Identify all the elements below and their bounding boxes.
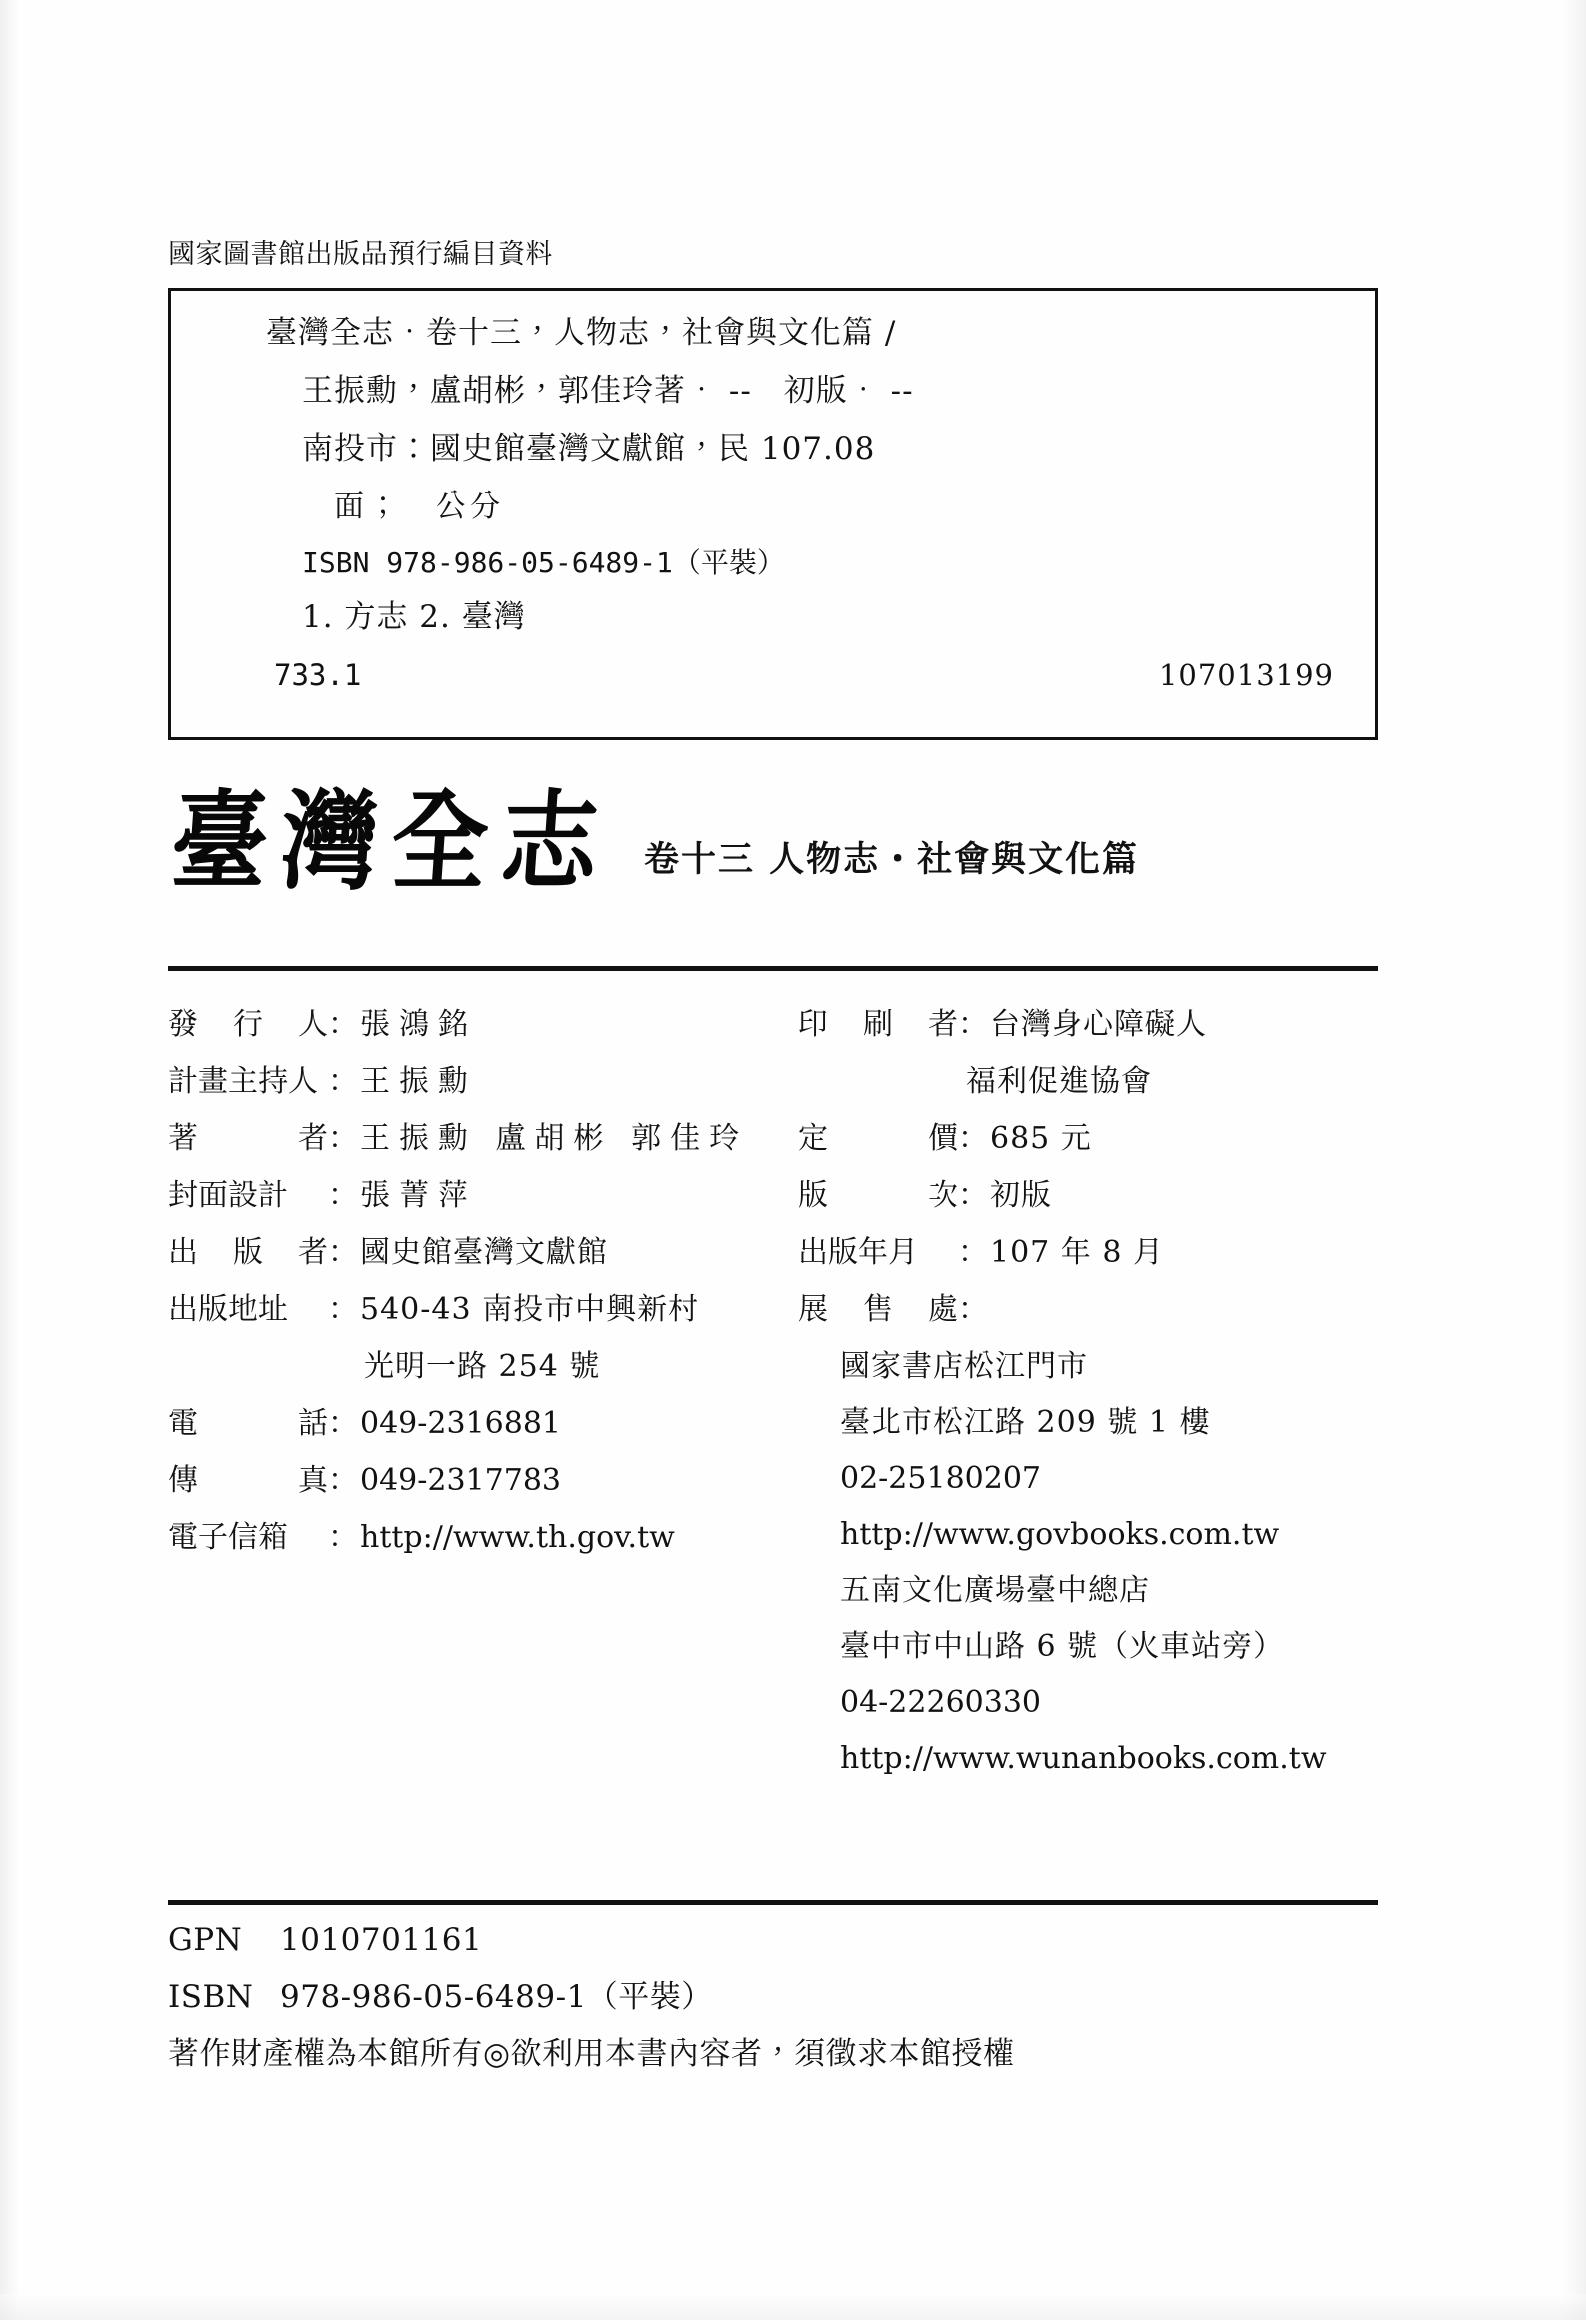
colon: ： (328, 1007, 358, 1042)
colophon-right-column (798, 1007, 1378, 1800)
colon: ： (328, 1178, 358, 1213)
divider-bottom (168, 1900, 1378, 1905)
field-label: 發 行 人 (168, 1007, 328, 1042)
field-label: 封面設計 (168, 1178, 288, 1213)
cip-imprint-line: 南投市：國史館臺灣文獻館，民 107.08 (302, 431, 876, 467)
field-address (168, 1292, 798, 1327)
venue-phone: 04-22260330 (840, 1685, 1042, 1720)
gpn-value: 1010701161 (280, 1922, 483, 1958)
volume-subtitle: 卷十三 人物志・社會與文化篇 (644, 840, 1140, 880)
field-value: 台灣身心障礙人 (990, 1007, 1207, 1042)
field-label: 出版年月 (798, 1235, 918, 1270)
field-value: 王振勳 盧胡彬 郭佳玲 (360, 1121, 749, 1156)
printer-line-2: 福利促進協會 (966, 1064, 1152, 1099)
venue-phone: 02-25180207 (840, 1461, 1042, 1496)
field-label: 版 次 (798, 1178, 958, 1213)
colon: ： (958, 1121, 988, 1156)
field-value: 張鴻銘 (360, 1007, 477, 1042)
field-value: 王振勳 (360, 1064, 477, 1099)
cip-control-number: 107013199 (1158, 658, 1334, 692)
colon: ： (328, 1121, 358, 1156)
venue-url[interactable]: http://www.wunanbooks.com.tw (840, 1741, 1327, 1776)
field-value: 540-43 南投市中興新村 (360, 1292, 700, 1327)
cip-extent-line: 面； 公分 (334, 489, 504, 524)
field-project-lead (168, 1064, 798, 1099)
gpn-line (168, 1922, 1378, 1958)
cip-title-line: 臺灣全志．卷十三，人物志，社會與文化篇 / (266, 315, 897, 351)
field-edition (798, 1178, 1378, 1213)
colon: ： (328, 1520, 358, 1555)
colon: ： (958, 1007, 988, 1042)
cip-authors-line: 王振勳，盧胡彬，郭佳玲著． -- 初版． -- (302, 373, 914, 409)
field-pubdate (798, 1235, 1378, 1270)
field-authors (168, 1121, 798, 1156)
field-publisher (168, 1235, 798, 1270)
field-value: 685 元 (990, 1121, 1092, 1156)
book-title-block (167, 778, 1140, 905)
colon: ： (328, 1292, 358, 1327)
venue-url[interactable]: http://www.govbooks.com.tw (840, 1517, 1280, 1552)
address-line-2: 光明一路 254 號 (364, 1349, 601, 1384)
field-value: 初版 (990, 1178, 1052, 1213)
field-label: 著 者 (168, 1121, 328, 1156)
field-label: 印 刷 者 (798, 1007, 958, 1042)
field-label: 電 話 (168, 1406, 328, 1441)
venue-address: 臺北市松江路 209 號 1 樓 (840, 1405, 1211, 1440)
venue-name: 五南文化廣場臺中總店 (840, 1573, 1150, 1608)
colon: ： (328, 1463, 358, 1498)
colon: ： (958, 1235, 988, 1270)
colon: ： (328, 1064, 358, 1099)
copyright-notice: 著作財產權為本館所有◎欲利用本書內容者，須徵求本館授權 (168, 2036, 1015, 2072)
field-label: 計畫主持人 (168, 1064, 318, 1099)
divider-top (168, 966, 1378, 971)
cip-subjects-line: 1. 方志 2. 臺灣 (302, 599, 526, 635)
calligraphic-title: 臺灣全志 (167, 778, 617, 905)
field-venues (798, 1292, 1378, 1327)
field-price (798, 1121, 1378, 1156)
field-fax (168, 1463, 798, 1498)
field-label: 展 售 處 (798, 1292, 958, 1327)
colophon (168, 1007, 1378, 1800)
field-value: 國史館臺灣文獻館 (360, 1235, 608, 1270)
field-label: 定 價 (798, 1121, 958, 1156)
footer-block (168, 1922, 1378, 2072)
field-label: 傳 真 (168, 1463, 328, 1498)
field-value: 107 年 8 月 (990, 1235, 1164, 1270)
field-label: 出版地址 (168, 1292, 288, 1327)
scan-edge-bottom (0, 2294, 1586, 2320)
field-label: 電子信箱 (168, 1520, 288, 1555)
cip-classification-number: 733.1 (274, 658, 362, 692)
field-phone (168, 1406, 798, 1441)
field-email (168, 1520, 798, 1555)
field-label: 出 版 者 (168, 1235, 328, 1270)
colon: ： (328, 1406, 358, 1441)
field-value: 張菁萍 (360, 1178, 477, 1213)
field-value: 049-2316881 (360, 1406, 562, 1441)
colon: ： (958, 1292, 988, 1327)
field-value: 049-2317783 (360, 1463, 562, 1498)
field-printer (798, 1007, 1378, 1042)
cip-heading: 國家圖書館出版品預行編目資料 (168, 239, 553, 270)
scan-edge-right (1564, 0, 1586, 2320)
venue-address: 臺中市中山路 6 號（火車站旁） (840, 1629, 1285, 1664)
cip-isbn-line: ISBN 978-986-05-6489-1（平裝） (302, 546, 785, 579)
colophon-left-column (168, 1007, 798, 1580)
field-cover-design (168, 1178, 798, 1213)
cip-classification-row (274, 658, 1334, 692)
cip-record (258, 315, 1378, 692)
venue-name: 國家書店松江門市 (840, 1349, 1088, 1384)
isbn-value: 978-986-05-6489-1（平裝） (280, 1979, 713, 2015)
field-value[interactable]: http://www.th.gov.tw (360, 1520, 675, 1555)
field-publisher-person (168, 1007, 798, 1042)
colon: ： (958, 1178, 988, 1213)
isbn-line (168, 1979, 1378, 2015)
isbn-label: ISBN (168, 1979, 254, 2015)
colon: ： (328, 1235, 358, 1270)
scan-edge-left (0, 0, 18, 2320)
gpn-label: GPN (168, 1922, 243, 1958)
